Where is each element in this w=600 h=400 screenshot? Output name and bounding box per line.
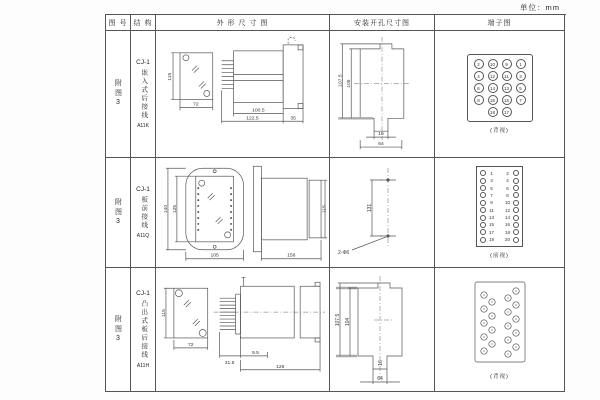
terminal-caption: (背视) [490, 128, 509, 134]
terminal-circle: 8 [474, 95, 484, 105]
terminal-strip-row [480, 178, 519, 184]
terminal-number: 7 [490, 192, 493, 198]
terminal-circle: 7 [516, 95, 526, 105]
terminal-circle [480, 237, 486, 243]
terminal-circle [480, 170, 486, 176]
terminal-number: 1 [490, 170, 493, 176]
structure-prefix: CJ-1 [136, 290, 150, 298]
svg-text:16: 16 [378, 360, 384, 366]
structure-cell-a11q [131, 158, 156, 268]
terminal-circle [513, 170, 519, 176]
svg-text:125: 125 [172, 204, 178, 214]
side-view [253, 166, 327, 260]
svg-text:156: 156 [287, 253, 296, 259]
install-drawing-a11k [330, 31, 434, 157]
terminal-circle [480, 215, 486, 221]
terminal-circle [480, 178, 486, 184]
terminal-number: 14 [504, 215, 510, 221]
structure-code: A11K [137, 123, 149, 129]
svg-text:100.5: 100.5 [252, 108, 265, 114]
terminal-circle [480, 192, 486, 198]
terminal-caption: (前视) [490, 252, 509, 259]
terminal-number: 3 [490, 178, 493, 184]
terminal-circle: 17 [502, 107, 512, 117]
terminal-number: 6 [506, 185, 509, 191]
terminal-circle [513, 222, 519, 228]
header-install: 安装开孔尺寸图 [330, 15, 435, 31]
side-view [214, 277, 325, 371]
terminal-number: 13 [488, 215, 494, 221]
cutout-view [335, 276, 402, 384]
terminal-number: 10 [504, 200, 510, 206]
terminal-strip-row [480, 215, 519, 221]
terminal-circle: 3 [516, 71, 526, 81]
svg-text:72: 72 [193, 102, 199, 108]
terminal-number: 9 [490, 200, 493, 206]
header-terminal: 端子图 [435, 15, 564, 31]
fig-no-label: 附图3 [114, 79, 122, 109]
terminal-circle: 12 [488, 71, 498, 81]
terminal-number: 15 [488, 222, 494, 228]
install-cell-a11k [330, 31, 435, 158]
fig-no-cell-a11q [106, 158, 131, 268]
structure-prefix: CJ-1 [136, 59, 150, 66]
terminal-circle [513, 200, 519, 206]
terminal-number: 8 [506, 192, 509, 198]
terminal-cell-a11k [435, 31, 564, 158]
side-view [222, 37, 303, 123]
outline-cell-a11q [156, 158, 330, 268]
terminal-circle: 11 [502, 71, 512, 81]
terminal-circle [513, 192, 519, 198]
terminal-circle [513, 178, 519, 184]
svg-text:140: 140 [163, 204, 169, 214]
header-outline: 外 形 尺 寸 图 [156, 15, 330, 31]
svg-text:2-Φ6: 2-Φ6 [338, 250, 350, 256]
terminal-strip-row [480, 229, 519, 235]
terminal-circle: 5 [516, 83, 526, 93]
svg-text:122.5: 122.5 [246, 116, 259, 122]
terminal-circle [513, 185, 519, 191]
terminal-circle: 2 [474, 59, 484, 69]
fig-no-cell-a11k [106, 31, 131, 158]
hole-layout [338, 168, 396, 256]
structure-name: 凸出式板后接线 [140, 300, 148, 360]
outline-cell-a11h [156, 268, 330, 391]
svg-text:35: 35 [290, 116, 296, 122]
install-cell-a11q [330, 158, 435, 268]
terminal-strip-row [480, 200, 519, 206]
svg-text:107.5: 107.5 [335, 313, 341, 327]
terminal-strip-row [480, 207, 519, 213]
front-view [167, 53, 213, 111]
svg-text:64: 64 [377, 376, 383, 382]
terminal-circle: 15 [502, 95, 512, 105]
terminal-cell-a11h [435, 268, 564, 391]
terminal-cell-a11q [435, 158, 564, 268]
structure-code: A11H [136, 362, 150, 369]
terminal-number: 11 [489, 207, 494, 213]
svg-text:104: 104 [345, 317, 351, 327]
svg-text:126: 126 [276, 364, 285, 370]
svg-text:72: 72 [188, 342, 194, 348]
svg-text:105: 105 [347, 79, 353, 88]
terminal-circle [513, 215, 519, 221]
terminal-strip-row [480, 222, 519, 228]
terminal-strip-row [480, 192, 519, 198]
structure-prefix: CJ-1 [136, 186, 150, 193]
terminal-strip-row [480, 170, 519, 176]
terminal-number: 12 [504, 207, 510, 213]
terminal-screws [480, 287, 518, 356]
terminal-circle [513, 229, 519, 235]
header-fig-no: 图 号 [106, 15, 131, 31]
terminal-circle [480, 207, 486, 213]
outline-drawing-a11q [156, 158, 329, 267]
terminal-strip-front [476, 166, 523, 247]
unit-label: 单位：mm [514, 2, 566, 15]
terminal-number: 18 [504, 229, 510, 235]
header-structure: 结 构 [131, 15, 156, 31]
svg-text:64: 64 [378, 142, 384, 148]
terminal-circle [480, 229, 486, 235]
outline-cell-a11k [156, 31, 330, 158]
outline-drawing-a11h [156, 268, 329, 391]
front-view [163, 168, 244, 260]
terminal-number: 2 [506, 170, 509, 176]
terminal-number: 4 [506, 178, 509, 184]
terminal-number: 20 [504, 237, 510, 243]
terminal-circle [513, 237, 519, 243]
terminal-circle: 4 [474, 71, 484, 81]
terminal-strip-row [480, 185, 519, 191]
terminal-circle: 9 [502, 59, 512, 69]
svg-text:115: 115 [168, 72, 174, 81]
svg-text:31.5: 31.5 [224, 360, 235, 366]
terminal-circle [480, 185, 486, 191]
drawing-table [105, 14, 565, 392]
structure-name: 板前接线 [140, 196, 148, 230]
terminal-circle [480, 222, 486, 228]
terminal-diagram-rear-a11h [470, 280, 530, 368]
terminal-circle: 1 [516, 59, 526, 69]
terminal-circle: 13 [502, 83, 512, 93]
terminal-circle: 18 [488, 107, 498, 117]
terminal-number: 16 [504, 222, 510, 228]
terminal-circle: 10 [488, 59, 498, 69]
outline-drawing-a11k [156, 31, 329, 157]
terminal-circle [513, 207, 519, 213]
structure-cell-a11k [131, 31, 156, 158]
terminal-circle [480, 200, 486, 206]
svg-text:16: 16 [378, 132, 384, 138]
terminal-circle: 14 [488, 83, 498, 93]
svg-text:9.5: 9.5 [251, 350, 259, 356]
terminal-circle: 6 [474, 83, 484, 93]
svg-text:131: 131 [367, 203, 373, 213]
fig-no-label: 附图3 [114, 314, 122, 345]
install-drawing-a11h [330, 268, 434, 391]
terminal-circle: 16 [488, 95, 498, 105]
structure-name: 嵌入式后接线 [140, 69, 148, 120]
fig-no-cell-a11h [106, 268, 131, 391]
front-view [161, 288, 208, 350]
terminal-caption: (背视) [490, 373, 509, 380]
terminal-number: 19 [488, 237, 494, 243]
terminal-strip-row [480, 237, 519, 243]
svg-text:105: 105 [210, 253, 219, 259]
terminal-number: 17 [488, 229, 494, 235]
svg-text:115: 115 [322, 205, 328, 213]
fig-no-label: 附图3 [114, 197, 122, 228]
install-cell-a11h [330, 268, 435, 391]
terminal-grid-rear [467, 54, 533, 122]
cutout-view [337, 37, 409, 149]
install-drawing-a11q [330, 158, 434, 267]
svg-text:107.5: 107.5 [338, 74, 344, 87]
svg-text:115: 115 [161, 309, 167, 318]
structure-cell-a11h [131, 268, 156, 391]
structure-code: A11Q [136, 233, 150, 239]
terminal-number: 5 [490, 185, 493, 191]
